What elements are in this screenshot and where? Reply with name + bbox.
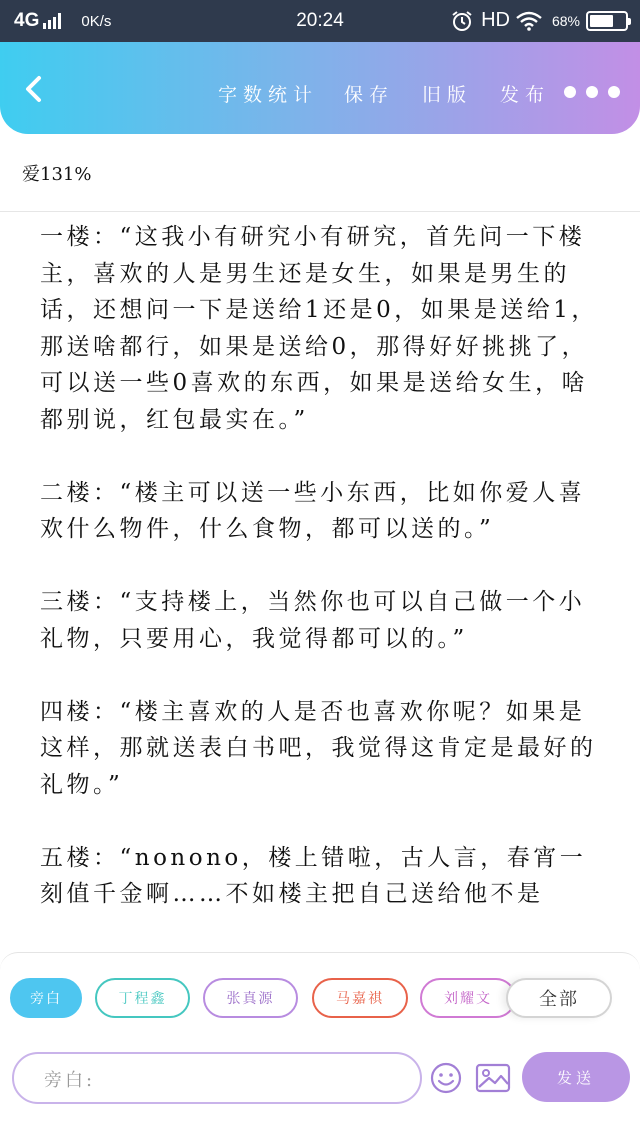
more-icon[interactable] — [554, 86, 620, 98]
emoji-icon[interactable] — [430, 1062, 462, 1094]
save-button[interactable]: 保存 — [344, 84, 395, 106]
chip-all[interactable]: 全部 — [506, 978, 612, 1018]
status-right — [451, 9, 628, 32]
battery-icon — [586, 11, 628, 31]
body-text — [40, 219, 610, 949]
chip-ma-jiaqi[interactable]: 马嘉祺 — [312, 978, 408, 1018]
old-version-button[interactable]: 旧版 — [422, 84, 473, 106]
chip-ding-chengxin[interactable]: 丁程鑫 — [95, 978, 190, 1018]
battery-percent: 68% — [551, 12, 580, 29]
editor-content[interactable] — [0, 212, 640, 952]
message-input[interactable]: 旁白: — [12, 1052, 422, 1104]
paragraph: 四楼：“楼主喜欢的人是否也喜欢你呢？如果是这样，那就送表白书吧，我觉得这肯定是最好的礼物。” — [40, 698, 597, 798]
back-icon[interactable] — [20, 72, 50, 106]
chip-zhang-zhenyuan[interactable]: 张真源 — [203, 978, 298, 1018]
hd-indicator: HD — [481, 9, 510, 31]
paragraph: 二楼：“楼主可以送一些小东西，比如你爱人喜欢什么物件，什么食物，都可以送的。” — [40, 479, 586, 542]
composer-panel — [0, 952, 640, 1138]
app-toolbar — [0, 42, 640, 134]
send-button[interactable]: 发送 — [522, 1052, 630, 1102]
chip-liu-yaowen[interactable]: 刘耀文 — [420, 978, 516, 1018]
document-title[interactable]: 爱131% — [22, 164, 92, 185]
wifi-icon — [516, 11, 542, 31]
composer-row — [0, 1048, 640, 1108]
paragraph: 三楼：“支持楼上，当然你也可以自己做一个小礼物，只要用心，我觉得都可以的。” — [40, 589, 586, 652]
paragraph: 五楼：“nonono，楼上错啦，古人言，春宵一刻值千金啊……不如楼主把自己送给他不是 — [40, 844, 587, 907]
publish-button[interactable]: 发布 — [500, 84, 551, 106]
battery-fill — [590, 15, 613, 27]
chip-narrator[interactable]: 旁白 — [10, 978, 82, 1018]
paragraph: 一楼：“这我小有研究小有研究，首先问一下楼主，喜欢的人是男生还是女生，如果是男生的话，还想问一下是送给1还是0，如果是送给1，那送啥都行，如果是送给0，那得好好挑挑了，可以送一些0喜欢的东西，如果是送给女生，啥都别说，红包最实在。” — [40, 224, 598, 433]
image-icon[interactable] — [475, 1062, 511, 1094]
network-speed: 0K/s — [81, 12, 112, 30]
network-type: 4G — [14, 10, 40, 31]
status-bar — [0, 0, 640, 42]
clock: 20:24 — [296, 10, 344, 31]
word-count-button[interactable]: 字数统计 — [218, 84, 319, 106]
alarm-icon — [451, 10, 473, 32]
